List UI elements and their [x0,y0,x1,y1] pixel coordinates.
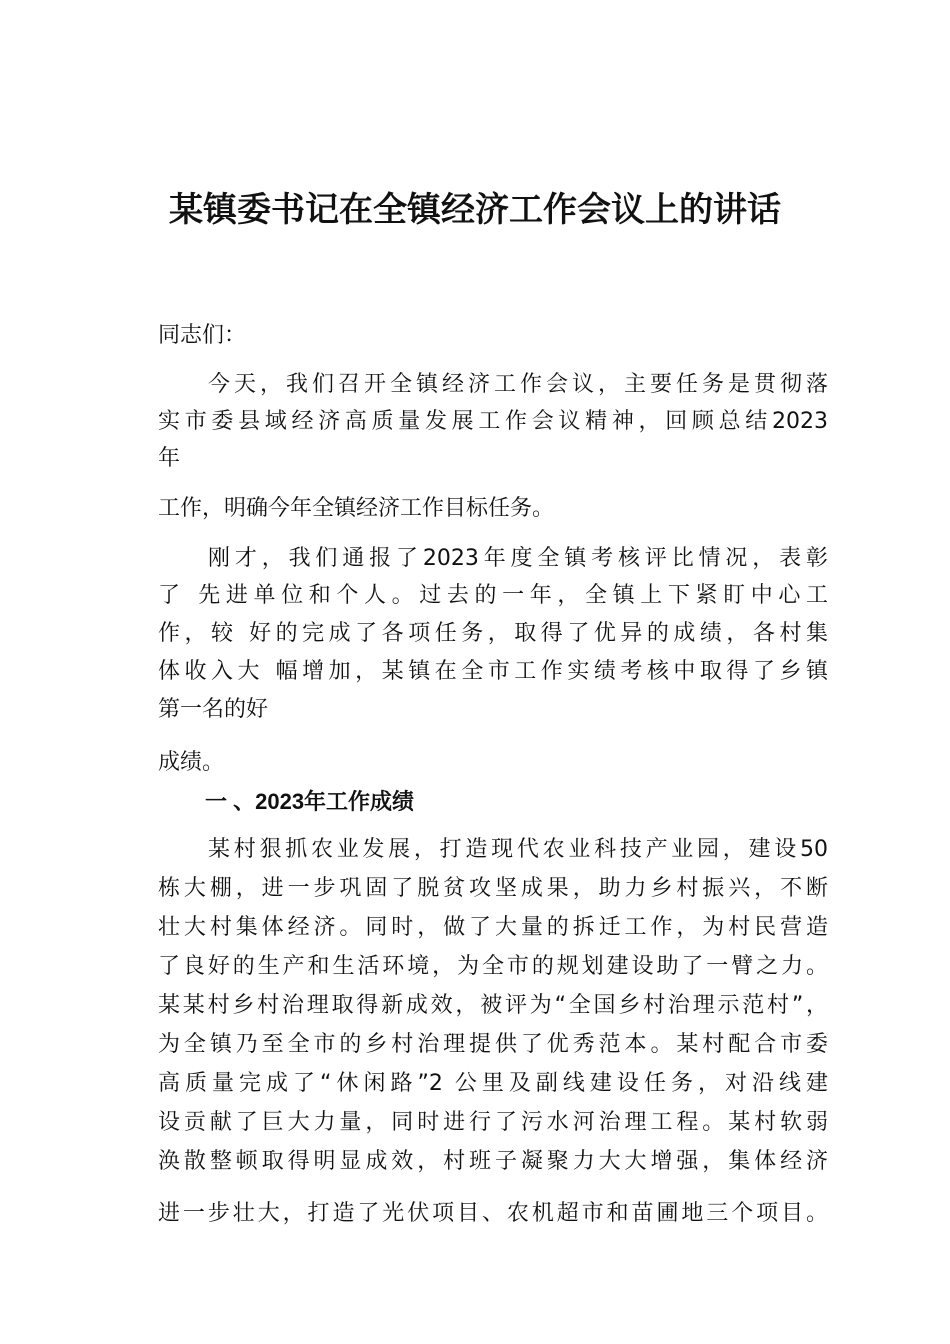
paragraph-line: 刚才，我们通报了2023年度全镇考核评比情况，表彰 [208,546,828,571]
paragraph-line: 进一步壮大，打造了光伏项目、农机超市和苗圃地三个项目。 [158,1201,828,1226]
document-title: 某镇委书记在全镇经济工作会议上的讲话 [169,190,781,230]
paragraph-line: 作，较 好的完成了各项任务，取得了优异的成绩，各村集 [158,621,828,646]
paragraph-line: 工作，明确今年全镇经济工作目标任务。 [158,496,555,521]
paragraph-line: 为全镇乃至全市的乡村治理提供了优秀范本。某村配合市委 [158,1032,828,1057]
paragraph-line: 第一名的好 [158,697,269,722]
paragraph-line: 栋大棚，进一步巩固了脱贫攻坚成果，助力乡村振兴，不断 [158,876,828,901]
paragraph-line: 壮大村集体经济。同时，做了大量的拆迁工作，为村民营造 [158,915,828,940]
paragraph-line: 年 [158,446,181,471]
section-heading: 一 、2023年工作成绩 [205,789,415,814]
paragraph-line: 今天，我们召开全镇经济工作会议，主要任务是贯彻落 [208,372,828,397]
paragraph-line: 实市委县域经济高质量发展工作会议精神，回顾总结2023 [158,409,828,434]
paragraph-line: 了良好的生产和生活环境，为全市的规划建设助了一臂之力。 [158,954,828,979]
paragraph-line: 了 先进单位和个人。过去的一年，全镇上下紧盯中心工 [158,583,828,608]
paragraph-line: 某村狠抓农业发展，打造现代农业科技产业园，建设50 [208,837,828,862]
paragraph-line: 体收入大 幅增加，某镇在全市工作实绩考核中取得了乡镇 [158,659,828,684]
paragraph-line: 涣散整顿取得明显成效，村班子凝聚力大大增强，集体经济 [158,1149,828,1174]
paragraph-line: 设贡献了巨大力量，同时进行了污水河治理工程。某村软弱 [158,1110,828,1135]
paragraph-line: 高质量完成了“休闲路”2 公里及副线建设任务，对沿线建 [158,1071,828,1096]
salutation: 同志们： [158,323,247,348]
paragraph-line: 某某村乡村治理取得新成效，被评为“全国乡村治理示范村”， [158,993,829,1018]
paragraph-line: 成绩。 [158,750,225,775]
